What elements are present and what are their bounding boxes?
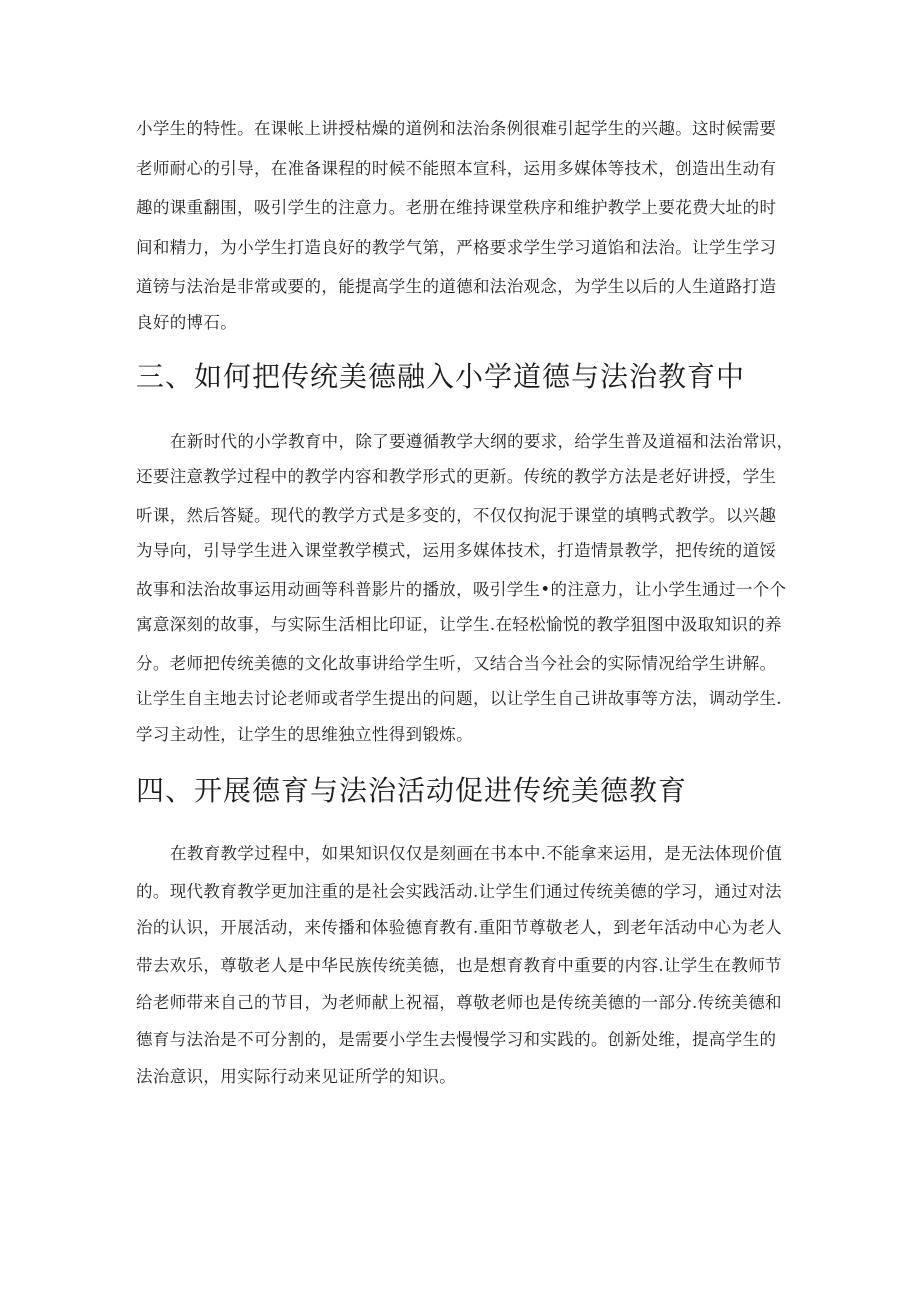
paragraph-line: 良好的博石。 [136,313,238,332]
section-heading: 三、如何把传统美德融入小学道德与法治教育中 [136,360,746,393]
paragraph-line: 为导向，引导学生进入课堂教学模式，运用多媒体技术，打造情景教学，把传统的道馁 [136,541,777,560]
paragraph-line: 还要注意教学过程中的教学内容和教学形式的更新。传统的教学方法是老好讲授，学生 [136,467,777,486]
paragraph-line: 在新时代的小学教育中，除了要遵循教学大纲的要求，给学生普及道福和法治常识， [170,432,794,451]
paragraph-line: 让学生自主地去讨论老师或者学生提出的问题，以让学生自己讲故事等方法，调动学生. [136,689,782,708]
paragraph-line: 趣的课重翻围，吸引学生的注意力。老册在维持课堂秩序和维护教学上要花费大址的时 [136,198,777,217]
paragraph-line: 小学生的特性。在课帐上讲授枯燥的道例和法治条例很难引起学生的兴趣。这时候需要 [136,119,777,138]
paragraph-line: 间和精力，为小学生打造良好的教学气第，严格要求学生学习道馅和法治。让学生学习 [136,238,777,257]
paragraph-line: 给老师带来自己的节目，为老师献上祝福，尊敬老师也是传统美德的一部分.传统美德和 [136,993,782,1012]
paragraph-line: 法治意识，用实际行动来见证所学的知识。 [136,1067,457,1086]
paragraph-line: 分。老师把传统美德的文化故事讲给学生听，又结合当今社会的实际情况给学生讲解。 [136,654,777,673]
paragraph-line: 德育与法治是不可分割的，是需要小学生去慢慢学习和实践的。创新处维，提高学生的 [136,1030,777,1049]
paragraph-line: 老师耐心的引导，在准备课程的时候不能照本宣科，运用多媒体等技术，创造出生动有 [136,159,777,178]
paragraph-line: 在教育教学过程中，如果知识仅仅是刻画在书本中.不能拿来运用，是无法体现价值 [170,844,783,863]
paragraph-line: 寓意深刻的故事，与实际生活相比印证，让学生.在轻松愉悦的教学狙图中汲取知识的养 [136,615,782,634]
paragraph-line: 治的认识，开展活动，来传播和体验德育教有.重阳节尊敬老人，到老年活动中心为老人 [136,918,782,937]
paragraph-line: 带去欢乐，尊敬老人是中华民族传统美德，也是想育教育中重要的内容.让学生在教师节 [136,956,782,975]
paragraph-line: 的。现代教育教学更加注重的是社会实践活动.让学生们通过传统美德的学习，通过对法 [136,882,782,901]
paragraph-line: 学习主动性，让学生的思维独立性得到锻炼。 [136,725,473,744]
paragraph-line: 听课，然后答疑。现代的教学方式是多变的，不仅仅拘泥于课堂的填鸭式教学。以兴趣 [136,506,777,525]
section-heading: 四、开展德育与法治活动促进传统美德教育 [136,774,688,807]
paragraph-line: 故事和法治故事运用动画等科普影片的播放，吸引学生•的注意力，让小学生通过一个个 [136,580,787,599]
paragraph-line: 道镑与法治是非常或要的，能提高学生的道德和法治观念，为学生以后的人生道路打造 [136,277,777,296]
